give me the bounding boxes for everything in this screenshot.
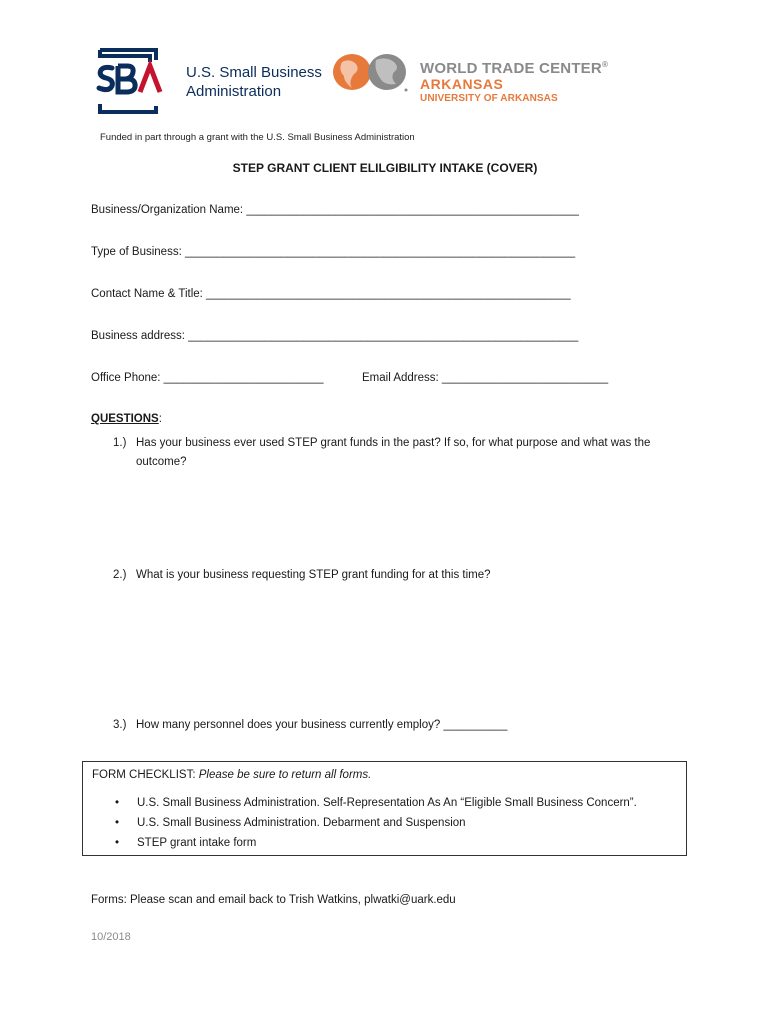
contact-name-field[interactable]: Contact Name & Title: _________________________________________________________: [91, 288, 571, 300]
question-text[interactable]: How many personnel does your business currently employ? __________: [136, 719, 508, 731]
sba-name-line2: Administration: [186, 83, 282, 100]
question-1: [113, 434, 683, 474]
business-type-field[interactable]: Type of Business: _____________________________________________________________: [91, 246, 576, 258]
question-number: 3.): [113, 719, 127, 731]
globe-icon: [332, 52, 416, 96]
bullet-icon: •: [115, 837, 120, 849]
checklist-list: [113, 793, 637, 853]
question-number: 1.): [113, 437, 127, 449]
question-2: [113, 566, 683, 586]
sba-name: [186, 63, 322, 101]
list-item: [113, 833, 637, 853]
office-phone-field[interactable]: Office Phone: _________________________: [91, 372, 324, 384]
wtc-globe-logo: [332, 52, 416, 96]
list-item: [113, 813, 637, 833]
questions-heading: [91, 413, 162, 425]
wtc-state: ARKANSAS: [420, 76, 504, 92]
wtc-title: WORLD TRADE CENTER: [420, 60, 602, 77]
questions-heading-colon: :: [158, 413, 162, 425]
wtc-wordmark: [420, 57, 608, 106]
registered-mark: ®: [601, 60, 609, 69]
bullet-icon: •: [115, 797, 120, 809]
question-3[interactable]: [113, 716, 683, 736]
return-instructions: Forms: Please scan and email back to Trish Watkins, plwatki@uark.edu: [91, 894, 456, 906]
list-item-text: U.S. Small Business Administration. Self-Representation As An “Eligible Small Business Concern”.: [137, 797, 637, 809]
list-item-text: U.S. Small Business Administration. Debarment and Suspension: [137, 817, 466, 829]
email-address-field[interactable]: Email Address: __________________________: [362, 372, 609, 384]
wtc-university: UNIVERSITY OF ARKANSAS: [420, 93, 558, 104]
checklist-note: Please be sure to return all forms.: [198, 769, 372, 781]
business-name-field[interactable]: Business/Organization Name: ____________________________________________________: [91, 204, 579, 216]
list-item-text: STEP grant intake form: [137, 837, 257, 849]
business-address-field[interactable]: Business address: _____________________________________________________________: [91, 330, 579, 342]
questions-heading-label: QUESTIONS: [91, 413, 159, 425]
question-text: What is your business requesting STEP grant funding for at this time?: [136, 569, 491, 581]
funding-note: Funded in part through a grant with the U.S. Small Business Administration: [100, 132, 415, 143]
question-text: Has your business ever used STEP grant funds in the past? If so, for what purpose and what was the outcome?: [136, 437, 651, 468]
form-checklist-box: [82, 761, 687, 856]
question-number: 2.): [113, 569, 127, 581]
checklist-title: [92, 769, 371, 781]
revision-date: 10/2018: [91, 931, 131, 943]
page-title: STEP GRANT CLIENT ELILGIBILITY INTAKE (COVER): [232, 161, 538, 175]
checklist-label: FORM CHECKLIST:: [92, 769, 199, 781]
list-item: [113, 793, 637, 813]
sba-mark-icon: [90, 48, 190, 118]
bullet-icon: •: [115, 817, 120, 829]
sba-name-line1: U.S. Small Business: [186, 64, 322, 81]
